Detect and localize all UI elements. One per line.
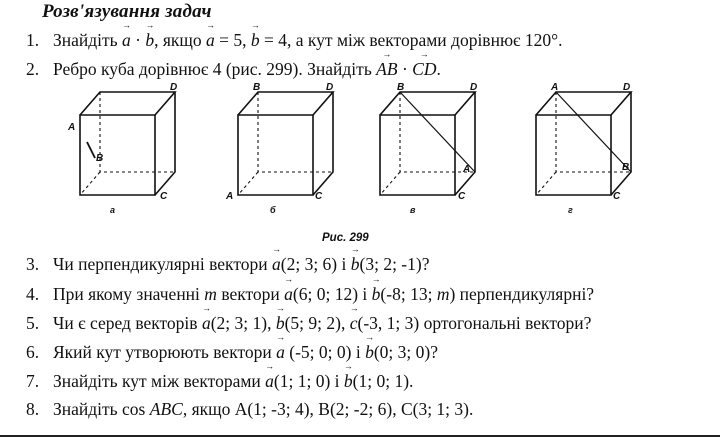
cube-v [380, 92, 475, 195]
task-8: 8. Знайдіть cos ABC, якщо A(1; -3; 4), B(2; -2; 6), C(3; 1; 3). [26, 399, 474, 419]
vector-b: → b [145, 30, 154, 51]
section-title: Розв'язування задач [42, 1, 212, 22]
label-c: C [160, 191, 168, 202]
cube-g [536, 92, 631, 195]
sublabel-b: б [270, 205, 276, 215]
task-4: 4. При якому значенні m вектори → a(6; 0; 12) і → b(-8; 13; m) перпендикулярні? [26, 284, 594, 305]
label-d: D [470, 82, 478, 93]
task-5: 5. Чи є серед векторів → a(2; 3; 1), → b(5; 9; 2), → c(-3, 1; 3) ортогональні вектори? [26, 313, 591, 334]
label-d: D [623, 82, 631, 93]
vector-b: → b [365, 342, 374, 363]
vector-b: → b [344, 371, 353, 392]
cube-diagrams [60, 80, 680, 230]
label-a: A [68, 122, 76, 133]
vector-a: → a [202, 313, 211, 334]
bottom-divider [0, 435, 720, 437]
label-a: A [551, 82, 559, 93]
vector-b: → b [351, 254, 360, 275]
label-b: B [253, 82, 261, 93]
label-d: D [170, 82, 178, 93]
vector-b: → b [276, 313, 285, 334]
task-2: 2. Ребро куба дорівнює 4 (рис. 299). Знайдіть → AB · → CD. [26, 59, 441, 80]
vector-c: → c [350, 313, 358, 334]
vector-a: → a [122, 30, 131, 51]
label-c: C [458, 191, 466, 202]
task-6: 6. Який кут утворюють вектори → a (-5; 0; 0) і → b(0; 3; 0)? [26, 342, 438, 363]
sublabel-a: а [110, 205, 116, 215]
vector-b: → b [372, 284, 381, 305]
vector-ab: → AB [376, 59, 397, 80]
vector-a: → a [284, 284, 293, 305]
vector-a-mag: → a [206, 30, 215, 51]
task-1: 1. Знайдіть → a · → b, якщо → a = 5, → b = 4, а кут між векторами дорівнює 120°. [26, 30, 563, 51]
label-b: B [622, 162, 630, 173]
figure-caption: Рис. 299 [322, 232, 369, 244]
task-7: 7. Знайдіть кут між векторами → a(1; 1; 0) і → b(1; 0; 1). [26, 371, 413, 392]
vector-a: → a [276, 342, 285, 363]
sublabel-v: в [410, 205, 416, 215]
label-a: A [463, 164, 471, 175]
cube-b [238, 92, 333, 195]
label-d: D [326, 82, 334, 93]
label-c: C [613, 191, 621, 202]
cube-a [80, 92, 175, 195]
label-b: B [96, 153, 104, 164]
task-3: 3. Чи перпендикулярні вектори → a(2; 3; 6) і → b(3; 2; -1)? [26, 254, 429, 275]
vector-a: → a [265, 371, 274, 392]
cube-figures [60, 80, 680, 230]
vector-b-mag: → b [251, 30, 260, 51]
label-b: B [397, 82, 405, 93]
label-c: C [315, 191, 323, 202]
vector-cd: → CD [412, 59, 436, 80]
label-a: A [226, 191, 234, 202]
sublabel-g: г [568, 205, 573, 215]
vector-a: → a [272, 254, 281, 275]
